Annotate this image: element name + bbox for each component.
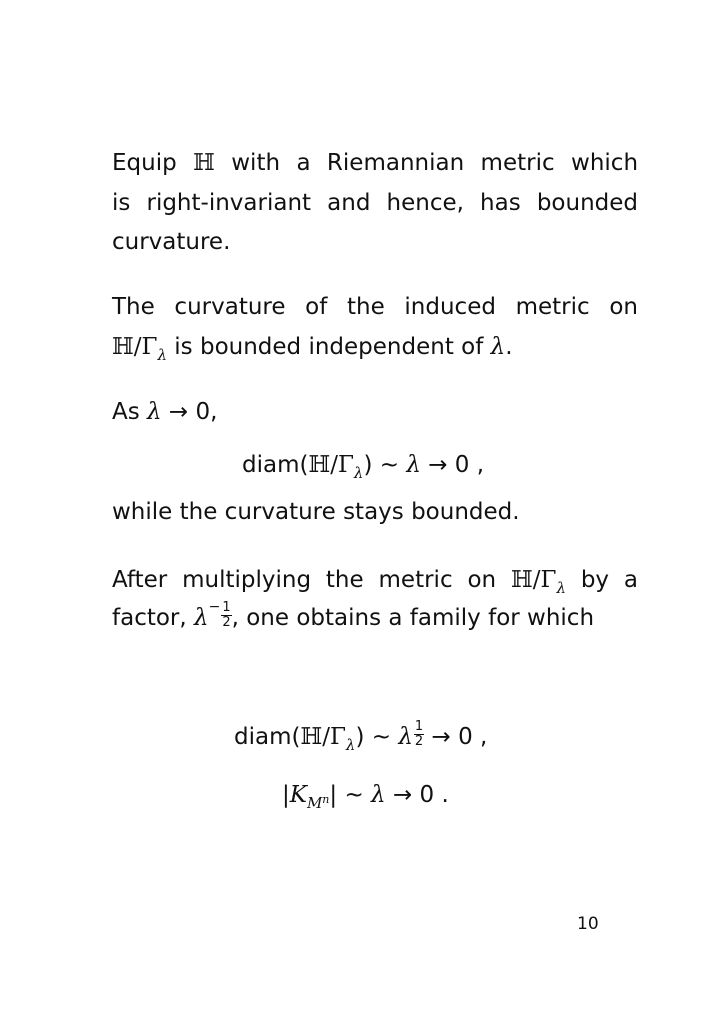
text: factor, [112, 605, 187, 631]
exponent [209, 593, 232, 629]
superscript-n: n [322, 793, 330, 806]
paragraph-4-line-2 [112, 599, 595, 643]
quotient-space: ℍ/Γ [510, 567, 557, 593]
math-lambda: λ [194, 605, 209, 631]
text: , one obtains a family for which [231, 605, 595, 631]
text: is right-invariant and hence, has bounded [112, 190, 638, 216]
paragraph-2-line-2 [112, 336, 513, 363]
exponent [413, 712, 424, 748]
text: ) ∼ [355, 724, 391, 750]
display-equation-3 [282, 784, 449, 811]
text: → 0 , [428, 452, 485, 478]
period: . [505, 334, 513, 360]
math-lambda: λ [147, 399, 162, 425]
display-equation-1 [242, 454, 484, 481]
math-symbol-H: ℍ [193, 150, 215, 176]
text: → 0 . [392, 782, 449, 808]
text: diam( [234, 724, 301, 750]
display-equation-2 [234, 719, 488, 762]
text: while the curvature stays bounded. [112, 499, 520, 525]
paragraph-1-line-2 [112, 192, 638, 215]
text: curvature. [112, 229, 231, 255]
text: | ∼ [329, 782, 364, 808]
fraction-one-half [221, 601, 231, 629]
paragraph-1-line-1 [112, 152, 638, 175]
subscript-M: M [306, 794, 323, 812]
paragraph-3-line-2 [112, 501, 520, 524]
fraction-one-half [414, 720, 424, 748]
paragraph-2-line-1 [112, 296, 638, 319]
math-lambda: λ [371, 782, 386, 808]
subscript-lambda: λ [353, 464, 364, 482]
text: As [112, 399, 140, 425]
text: diam( [242, 452, 309, 478]
quotient-space: ℍ/Γ [308, 452, 354, 478]
math-lambda: λ [406, 452, 421, 478]
text: → 0 , [431, 724, 488, 750]
math-K: K [289, 782, 307, 808]
text: → 0, [168, 399, 218, 425]
minus-sign: − [208, 599, 221, 615]
text: with a Riemannian metric which [231, 150, 639, 176]
paragraph-3-line-1 [112, 401, 217, 424]
page-number: 10 [577, 914, 599, 934]
numerator: 1 [222, 600, 231, 615]
math-lambda: λ [398, 724, 413, 750]
math-lambda: λ [490, 334, 506, 360]
subscript-lambda: λ [556, 579, 566, 597]
quotient-space: ℍ/Γ [300, 724, 346, 750]
paragraph-4-line-1 [112, 569, 638, 596]
text: After multiplying the metric on [112, 567, 497, 593]
denominator: 2 [414, 733, 424, 749]
text: | [282, 782, 290, 808]
subscript-lambda: λ [157, 346, 167, 364]
paragraph-1-line-3 [112, 231, 230, 254]
subscript-lambda: λ [345, 736, 356, 754]
denominator: 2 [222, 614, 231, 630]
text: The curvature of the induced metric on [112, 294, 638, 320]
text: by a [580, 567, 639, 593]
text: is bounded independent of [174, 334, 484, 360]
numerator: 1 [414, 719, 424, 734]
quotient-space: ℍ/Γ [112, 334, 158, 360]
text: ) ∼ [363, 452, 399, 478]
text: Equip [112, 150, 177, 176]
